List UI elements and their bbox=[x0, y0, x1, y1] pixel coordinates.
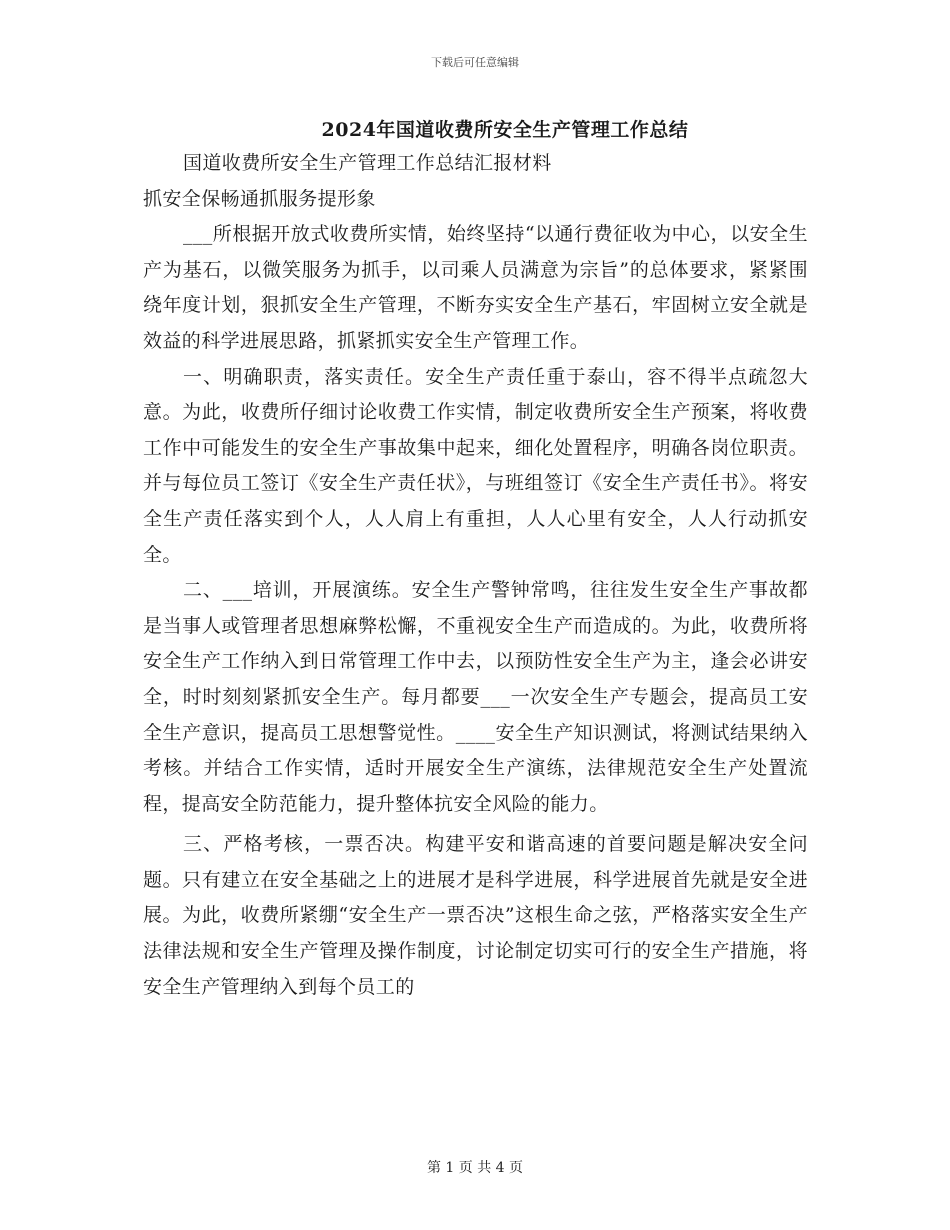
paragraph-intro: ___所根据开放式收费所实情，始终坚持“以通行费征收为中心，以安全生产为基石，以微笑服务为抓手，以司乘人员满意为宗旨”的总体要求，紧紧围绕年度计划，狠抓安全生产管理，不断夯实安全生产基石，牢固树立安全就是效益的科学进展思路，抓紧抓实安全生产管理工作。 bbox=[143, 223, 808, 352]
document-body bbox=[143, 146, 808, 1005]
paragraph-section-2: 二、___培训，开展演练。安全生产警钟常鸣，往往发生安全生产事故都是当事人或管理者思想麻弊松懈，不重视安全生产而造成的。为此，收费所将安全生产工作纳入到日常管理工作中去，以预防性安全生产为主，逢会必讲安全，时时刻刻紧抓安全生产。每月都要___一次安全生产专题会，提高员工安全生产意识，提高员工思想警觉性。____安全生产知识测试，将测试结果纳入考核。并结合工作实情，适时开展安全生产演练，法律规范安全生产处置流程，提高安全防范能力，提升整体抗安全风险的能力。 bbox=[143, 579, 808, 815]
document-slogan: 抓安全保畅通抓服务提形象 bbox=[143, 187, 376, 210]
paragraph-section-3: 三、严格考核，一票否决。构建平安和谐高速的首要问题是解决安全问题。只有建立在安全基础之上的进展才是科学进展，科学进展首先就是安全进展。为此，收费所紧绷“安全生产一票否决”这根生命之弦，严格落实安全生产法律法规和安全生产管理及操作制度，讨论制定切实可行的安全生产措施，将安全生产管理纳入到每个员工的 bbox=[143, 833, 808, 998]
document-title: 2024年国道收费所安全生产管理工作总结 bbox=[321, 119, 689, 141]
page-number: 第 1 页 共 4 页 bbox=[426, 1160, 524, 1176]
paragraph-section-1: 一、明确职责，落实责任。安全生产责任重于泰山，容不得半点疏忽大意。为此，收费所仔细讨论收费工作实情，制定收费所安全生产预案，将收费工作中可能发生的安全生产事故集中起来，细化处置程序，明确各岗位职责。并与每位员工签订《安全生产责任状》，与班组签订《安全生产责任书》。将安全生产责任落实到个人，人人肩上有重担，人人心里有安全，人人行动抓安全。 bbox=[143, 365, 808, 566]
download-note: 下载后可任意编辑 bbox=[431, 56, 519, 69]
document-subtitle: 国道收费所安全生产管理工作总结汇报材料 bbox=[183, 152, 552, 174]
